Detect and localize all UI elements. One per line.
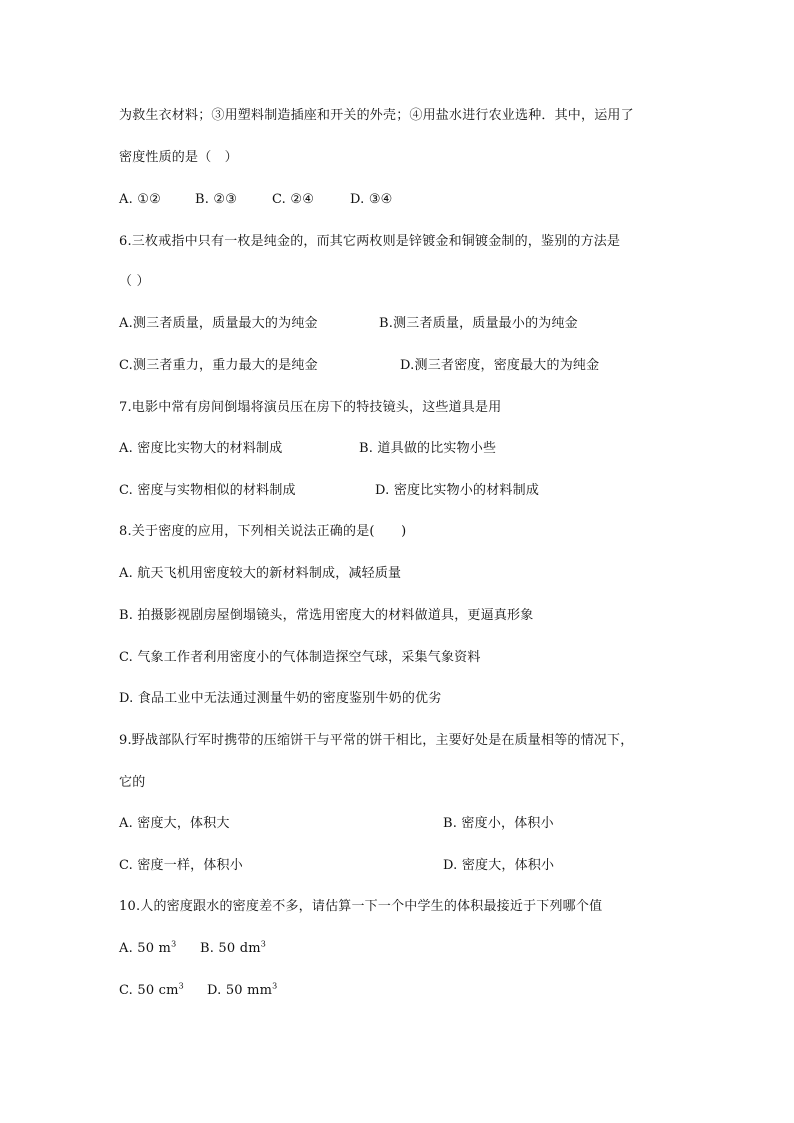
q8-option-c: C. 气象工作者利用密度小的气体制造探空气球，采集气象资料 xyxy=(119,650,481,665)
q5-option-b: B. ②③ xyxy=(195,192,238,207)
q7-stem: 7.电影中常有房间倒塌将演员压在房下的特技镜头，这些道具是用 xyxy=(119,400,502,415)
q8-stem: 8.关于密度的应用，下列相关说法正确的是( ) xyxy=(119,524,407,539)
q6-option-d: D.测三者密度，密度最大的为纯金 xyxy=(400,358,600,373)
q10-option-d xyxy=(207,983,277,999)
q5-options xyxy=(119,192,393,208)
q10-option-c-text: C. 50 cm xyxy=(119,983,179,998)
q9-option-c: C. 密度一样，体积小 xyxy=(119,858,243,873)
q6-stem-line2: （ ） xyxy=(119,274,150,289)
q9-stem-line1: 9.野战部队行军时携带的压缩饼干与平常的饼干相比，主要好处是在质量相等的情况下， xyxy=(119,733,634,748)
q10-option-c-exponent: 3 xyxy=(178,981,184,991)
q9-option-b: B. 密度小，体积小 xyxy=(443,816,554,831)
q5-option-a: A. ①② xyxy=(119,192,161,207)
q10-option-a xyxy=(119,941,200,957)
q5-option-c: C. ②④ xyxy=(272,192,315,207)
q8-option-d: D. 食品工业中无法通过测量牛奶的密度鉴别牛奶的优劣 xyxy=(119,691,442,706)
q10-option-d-exponent: 3 xyxy=(272,981,278,991)
q7-option-c: C. 密度与实物相似的材料制成 xyxy=(119,483,296,498)
q7-option-d: D. 密度比实物小的材料制成 xyxy=(375,483,540,498)
q6-option-a: A.测三者质量，质量最大的为纯金 xyxy=(119,316,318,331)
q8-option-a: A. 航天飞机用密度较大的新材料制成，减轻质量 xyxy=(119,566,402,581)
q9-option-d: D. 密度大，体积小 xyxy=(443,858,555,873)
q6-option-b: B.测三者质量，质量最小的为纯金 xyxy=(379,316,578,331)
q8-option-b: B. 拍摄影视剧房屋倒塌镜头，常选用密度大的材料做道具，更逼真形象 xyxy=(119,608,534,623)
q7-option-b: B. 道具做的比实物小些 xyxy=(359,441,497,456)
q10-option-a-exponent: 3 xyxy=(171,939,177,949)
q5-option-d: D. ③④ xyxy=(350,192,393,207)
q10-options-row1 xyxy=(119,941,266,957)
q5-stem-line1: 为救生衣材料；③用塑料制造插座和开关的外壳；④用盐水进行农业选种．其中，运用了 xyxy=(119,108,634,123)
q9-option-a: A. 密度大，体积大 xyxy=(119,816,230,831)
q7-option-a: A. 密度比实物大的材料制成 xyxy=(119,441,283,456)
q10-options-row2 xyxy=(119,983,277,999)
q10-option-b xyxy=(200,941,266,957)
q6-option-c: C.测三者重力，重力最大的是纯金 xyxy=(119,358,318,373)
q10-option-d-text: D. 50 mm xyxy=(207,983,273,998)
q5-stem-line2: 密度性质的是（ ） xyxy=(119,150,238,165)
q6-stem-line1: 6.三枚戒指中只有一枚是纯金的，而其它两枚则是锌镀金和铜镀金制的，鉴别的方法是 xyxy=(119,234,621,249)
q10-stem: 10.人的密度跟水的密度差不多，请估算一下一个中学生的体积最接近于下列哪个值 xyxy=(119,899,603,914)
q10-option-c xyxy=(119,983,207,999)
q10-option-b-text: B. 50 dm xyxy=(200,941,261,956)
q9-stem-line2: 它的 xyxy=(119,775,146,790)
q10-option-b-exponent: 3 xyxy=(260,939,267,949)
q10-option-a-text: A. 50 m xyxy=(119,941,172,956)
